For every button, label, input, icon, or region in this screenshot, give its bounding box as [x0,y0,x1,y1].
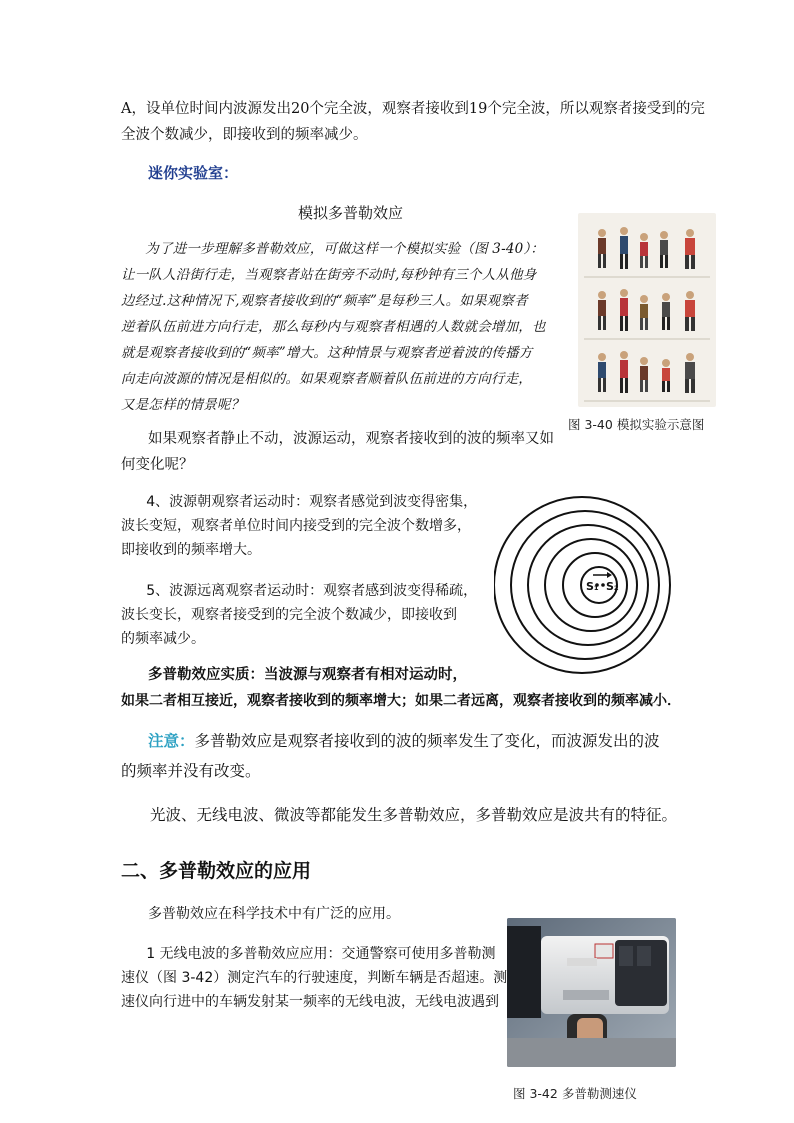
item-5-line: 的频率减少。 [121,631,205,647]
figure-3-42-photo [507,918,676,1067]
sim-line: 就是观察者接收到的“频率”增大。这种情景与观察者逆着波的传播方 [121,345,533,361]
general-statement: 光波、无线电波、微波等都能发生多普勒效应，多普勒效应是波共有的特征。 [150,806,678,824]
item-5-line: 5、波源远离观察者运动时：观察者感到波变得稀疏， [146,583,478,599]
item-4 [121,490,477,562]
note-line1-wrapper [148,726,660,756]
item-4-line: 即接收到的频率增大。 [121,542,261,558]
item-5-line: 波长变长，观察者接受到的完全波个数减少，即接收到 [121,607,457,623]
label-s2: S₂ [606,580,619,593]
figure-3-40-caption: 图 3-40 模拟实验示意图 [568,417,705,432]
essence-line1: 多普勒效应实质：当波源与观察者有相对运动时， [148,667,467,683]
note-line2: 的频率并没有改变。 [121,762,261,780]
essence-line2: 如果二者相互接近，观察者接收到的频率增大；如果二者远离，观察者接收到的频率减小． [121,693,681,709]
item-4-line: 4、波源朝观察者运动时：观察者感觉到波变得密集， [146,494,478,510]
figure-3-42-caption: 图 3-42 多普勒测速仪 [513,1086,637,1101]
section-title: 二、多普勒效应的应用 [121,860,312,882]
sim-line: 向走向波源的情况是相似的。如果观察者顺着队伍前进的方向行走， [121,371,532,387]
simulation-paragraph [121,236,561,418]
walking-people-illustration [578,213,716,407]
note-label: 注意： [148,731,195,750]
app-line: 速仪向行进中的车辆发射某一频率的无线电波，无线电波遇到 [121,994,499,1010]
question-line2: 何变化呢？ [121,457,194,473]
app-line: 1 无线电波的多普勒效应应用：交通警察可使用多普勒测 [146,946,496,962]
question-line1: 如果观察者静止不动，波源运动，观察者接收到的波的频率又如 [148,431,554,447]
application-intro: 多普勒效应在科学技术中有广泛的应用。 [148,906,400,922]
paragraph-a-line2: 全波个数减少，即接收到的频率减少。 [121,127,368,143]
doppler-wave-diagram [494,495,674,675]
sim-line: 逆着队伍前进方向行走，那么每秒内与观察者相遇的人数就会增加，也 [121,319,546,335]
app-line: 速仪（图 3-42）测定汽车的行驶速度，判断车辆是否超速。测 [121,970,508,986]
mini-lab-heading: 迷你实验室： [148,164,239,182]
speed-radar-gun-illustration [507,918,676,1067]
label-s1: S₁ [586,580,599,593]
figure-3-40-illustration [578,213,716,407]
item-5 [121,579,477,651]
sim-line: 让一队人沿街行走，当观察者站在街旁不动时,每秒钟有三个人从他身 [121,267,537,283]
sim-line: 为了进一步理解多普勒效应，可做这样一个模拟实验（图 3-40）： [145,241,545,257]
note-line1: 多普勒效应是观察者接收到的波的频率发生了变化，而波源发出的波 [194,732,660,750]
sim-line: 又是怎样的情景呢？ [121,397,245,413]
item-4-line: 波长变短，观察者单位时间内接受到的完全波个数增多， [121,518,471,534]
simulation-title: 模拟多普勒效应 [298,204,404,222]
sim-line: 边经过.这种情况下,观察者接收到的“频率”是每秒三人。如果观察者 [121,293,528,309]
paragraph-a-line1: A，设单位时间内波源发出20个完全波，观察者接收到19个完全波，所以观察者接受到的完 [121,101,705,117]
application-paragraph [121,942,507,1014]
